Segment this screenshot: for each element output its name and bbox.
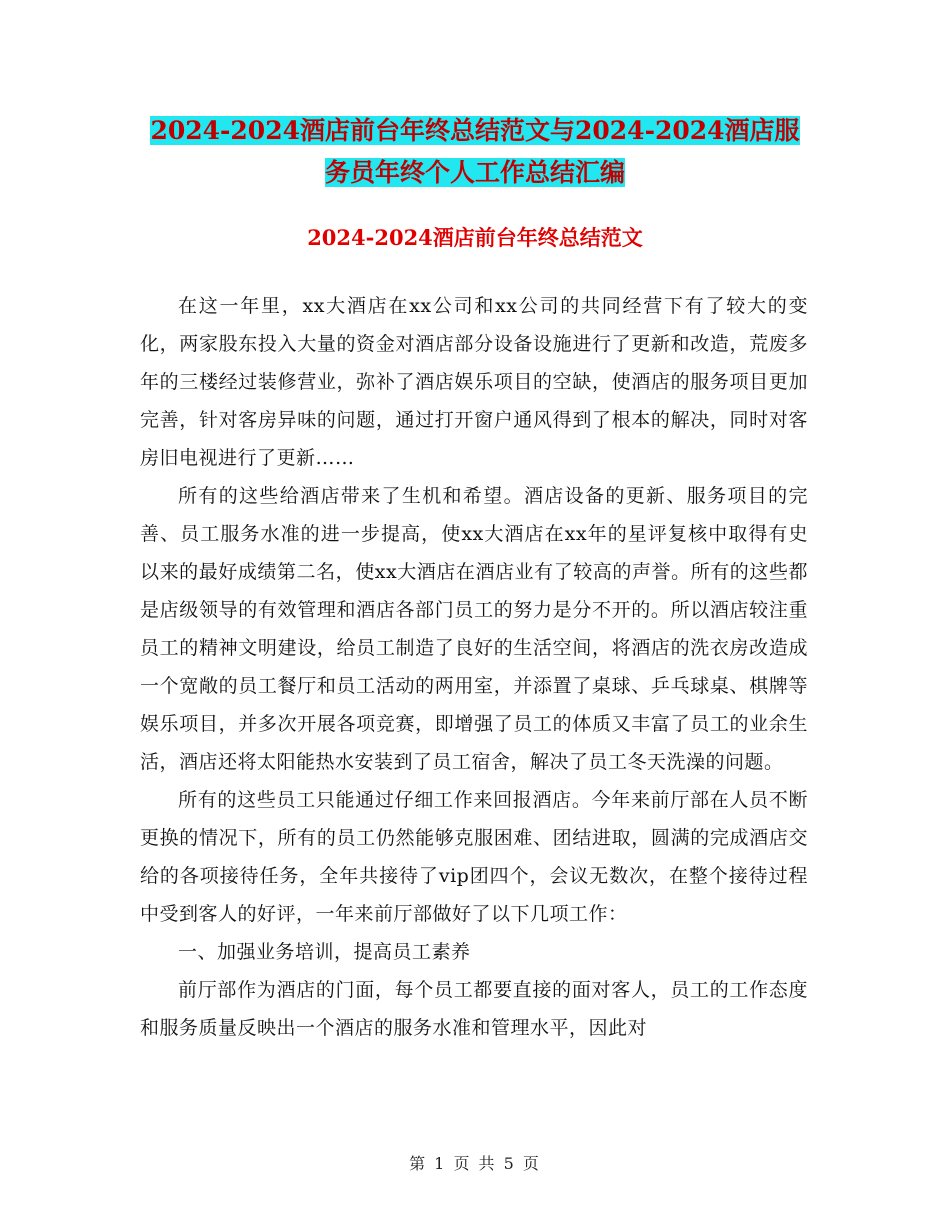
document-title — [140, 110, 810, 194]
document-title-text: 2024-2024酒店前台年终总结范文与2024-2024酒店服务员年终个人工作总结汇编 — [150, 116, 800, 187]
paragraph-4: 前厅部作为酒店的门面，每个员工都要直接的面对客人，员工的工作态度和服务质量反映出一个酒店的服务水准和管理水平，因此对 — [140, 979, 808, 1039]
paragraph-3: 所有的这些员工只能通过仔细工作来回报酒店。今年来前厅部在人员不断更换的情况下，所有的员工仍然能够克服困难、团结进取，圆满的完成酒店交给的各项接待任务，全年共接待了vip团四个，会议无数次，在整个接待过程中受到客人的好评，一年来前厅部做好了以下几项工作： — [140, 789, 808, 925]
paragraph-2: 所有的这些给酒店带来了生机和希望。酒店设备的更新、服务项目的完善、员工服务水准的进一步提高，使xx大酒店在xx年的星评复核中取得有史以来的最好成绩第二名，使xx大酒店在酒店业有了较高的声誉。所有的这些都是店级领导的有效管理和酒店各部门员工的努力是分不开的。所以酒店较注重员工的精神文明建设，给员工制造了良好的生活空间，将酒店的洗衣房改造成一个宽敞的员工餐厅和员工活动的两用室，并添置了桌球、乒乓球桌、棋牌等娱乐项目，并多次开展各项竞赛，即增强了员工的体质又丰富了员工的业余生活，酒店还将太阳能热水安装到了员工宿舍，解决了员工冬天洗澡的问题。 — [140, 485, 808, 773]
paragraph-1: 在这一年里，xx大酒店在xx公司和xx公司的共同经营下有了较大的变化，两家股东投入大量的资金对酒店部分设备设施进行了更新和改造，荒废多年的三楼经过装修营业，弥补了酒店娱乐项目的空缺，使酒店的服务项目更加完善，针对客房异味的问题，通过打开窗户通风得到了根本的解决，同时对客房旧电视进行了更新…… — [140, 295, 808, 469]
section-title: 2024-2024酒店前台年终总结范文 — [307, 225, 643, 250]
paragraph-heading-1: 一、加强业务培训，提高员工素养 — [178, 941, 471, 963]
page-number-footer: 第 1 页 共 5 页 — [409, 1154, 541, 1173]
document-body — [140, 287, 808, 1047]
